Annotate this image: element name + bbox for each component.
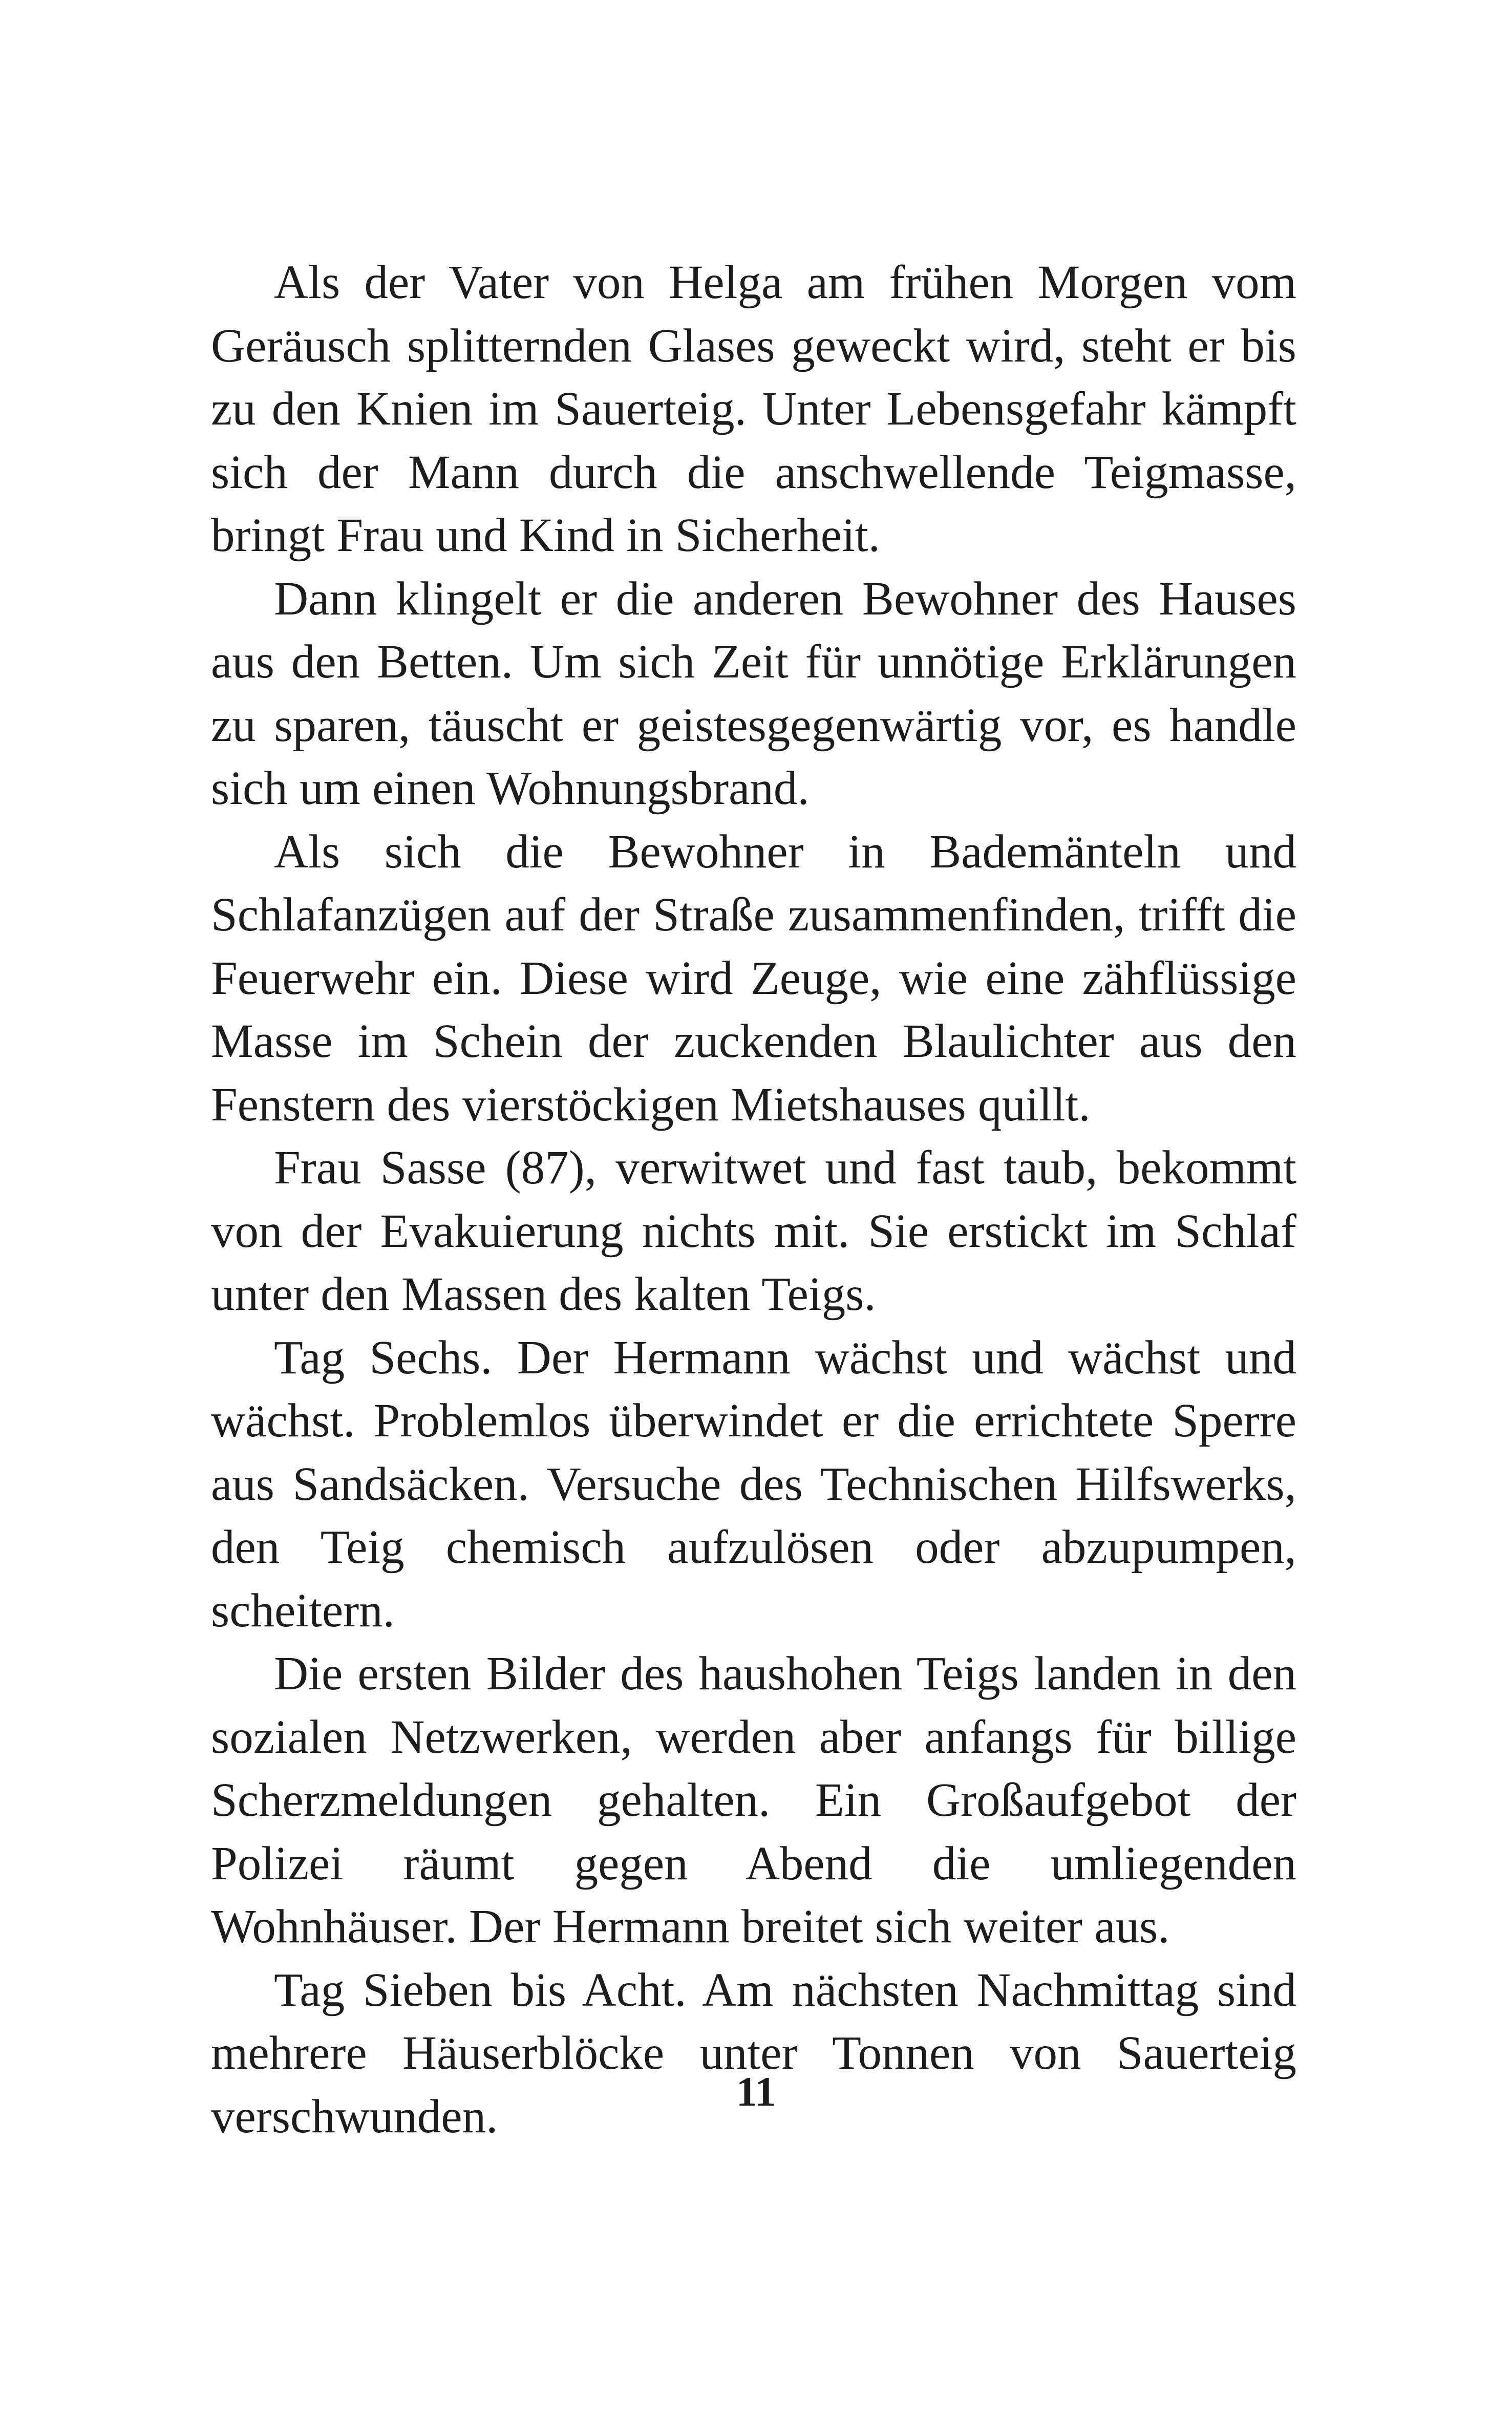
paragraph-2: Dann klingelt er die anderen Bewohner des Hauses aus den Betten. Um sich Zeit für unnötige Erklärungen zu sparen, täuscht er geistesgegenwärtig vor, es handle sich um einen Wohnungsbrand. xyxy=(211,572,1296,815)
paragraph-5: Tag Sechs. Der Hermann wächst und wächst und wächst. Problemlos überwindet er die errichtete Sperre aus Sandsäcken. Versuche des Technischen Hilfswerks, den Teig chemisch aufzulösen oder abzupumpen, scheitern. xyxy=(211,1331,1296,1637)
paragraph-4: Frau Sasse (87), verwitwet und fast taub, bekommt von der Evakuierung nichts mit. Sie erstickt im Schlaf unter den Massen des kalten Teigs. xyxy=(211,1141,1296,1321)
paragraph-3: Als sich die Bewohner in Bademänteln und Schlafanzügen auf der Straße zusammenfinden, trifft die Feuerwehr ein. Diese wird Zeuge, wie eine zähflüssige Masse im Schein der zuckenden Blaulichter aus den Fenstern des vierstöckigen Mietshauses quillt. xyxy=(211,825,1296,1131)
paragraph-7: Tag Sieben bis Acht. Am nächsten Nachmittag sind mehrere Häuserblöcke unter Tonnen von Sauerteig verschwunden. xyxy=(211,1963,1296,2143)
page-number: 11 xyxy=(736,2068,776,2115)
paragraph-6: Die ersten Bilder des haushohen Teigs landen in den sozialen Netzwerken, werden aber anfangs für billige Scherzmeldungen gehalten. Ein Großaufgebot der Polizei räumt gegen Abend die umliegenden Wohnhäuser. Der Hermann breitet sich weiter aus. xyxy=(211,1647,1296,1953)
body-text xyxy=(211,251,1296,2148)
paragraph-1: Als der Vater von Helga am frühen Morgen vom Geräusch splitternden Glases geweckt wird, steht er bis zu den Knien im Sauerteig. Unter Lebensgefahr kämpft sich der Mann durch die anschwellende Teigmasse, bringt Frau und Kind in Sicherheit. xyxy=(211,256,1296,562)
